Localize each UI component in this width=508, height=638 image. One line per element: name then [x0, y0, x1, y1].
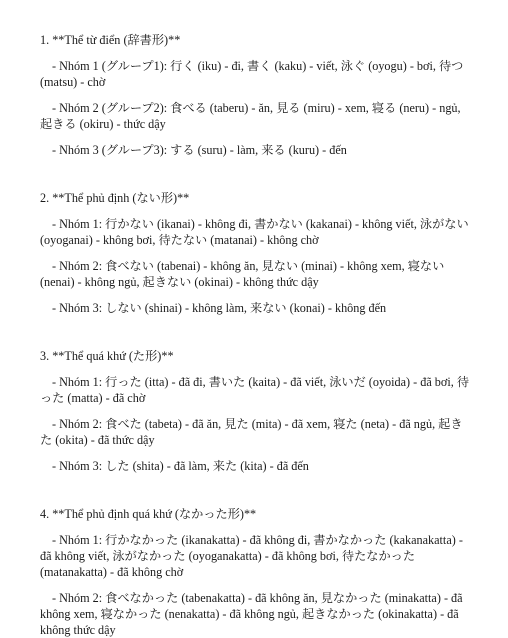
list-item: - Nhóm 3: した (shita) - đã làm, 来た (kita) - đã đến	[52, 459, 309, 473]
list-item: - Nhóm 2 (グループ2): 食べる (taberu) - ăn, 見る (miru) - xem, 寝る (neru) - ngủ, 起きる (okiru) - thức dậy	[40, 101, 461, 131]
section-negative-form	[40, 190, 472, 316]
list-item: - Nhóm 2: 食べない (tabenai) - không ăn, 見ない (minai) - không xem, 寝ない (nenai) - không ngủ, 起きない (okinai) - không thức dậy	[40, 259, 445, 289]
document-body	[40, 32, 472, 638]
section-past-form	[40, 348, 472, 474]
section-heading: 3. **Thể quá khứ (た形)**	[40, 349, 174, 363]
list-item: - Nhóm 1: 行った (itta) - đã đi, 書いた (kaita) - đã viết, 泳いだ (oyoida) - đã bơi, 待った (matta) - đã chờ	[40, 375, 470, 405]
list-item: - Nhóm 1: 行かない (ikanai) - không đi, 書かない (kakanai) - không viết, 泳がない (oyoganai) - không bơi, 待たない (matanai) - không chờ	[40, 217, 469, 247]
list-item: - Nhóm 1 (グループ1): 行く (iku) - đi, 書く (kaku) - viết, 泳ぐ (oyogu) - bơi, 待つ (matsu) - chờ	[40, 59, 464, 89]
list-item: - Nhóm 2: 食べなかった (tabenakatta) - đã không ăn, 見なかった (minakatta) - đã không xem, 寝なかった (nenakatta) - đã không ngủ, 起きなかった (okinakatta) - đã không thức dậy	[40, 591, 463, 637]
list-item: - Nhóm 3 (グループ3): する (suru) - làm, 来る (kuru) - đến	[52, 143, 347, 157]
list-item: - Nhóm 1: 行かなかった (ikanakatta) - đã không đi, 書かなかった (kakanakatta) - đã không viết, 泳がなかった (oyoganakatta) - đã không bơi, 待たなかった (matanakatta) - đã không chờ	[40, 533, 463, 579]
section-heading: 4. **Thể phủ định quá khứ (なかった形)**	[40, 507, 257, 521]
section-heading: 2. **Thể phủ định (ない形)**	[40, 191, 190, 205]
list-item: - Nhóm 2: 食べた (tabeta) - đã ăn, 見た (mita) - đã xem, 寝た (neta) - đã ngủ, 起きた (okita) - đã thức dậy	[40, 417, 463, 447]
section-past-negative-form	[40, 506, 472, 638]
section-dictionary-form	[40, 32, 472, 158]
section-heading: 1. **Thể từ điển (辞書形)**	[40, 33, 181, 47]
list-item: - Nhóm 3: しない (shinai) - không làm, 来ない (konai) - không đến	[52, 301, 387, 315]
